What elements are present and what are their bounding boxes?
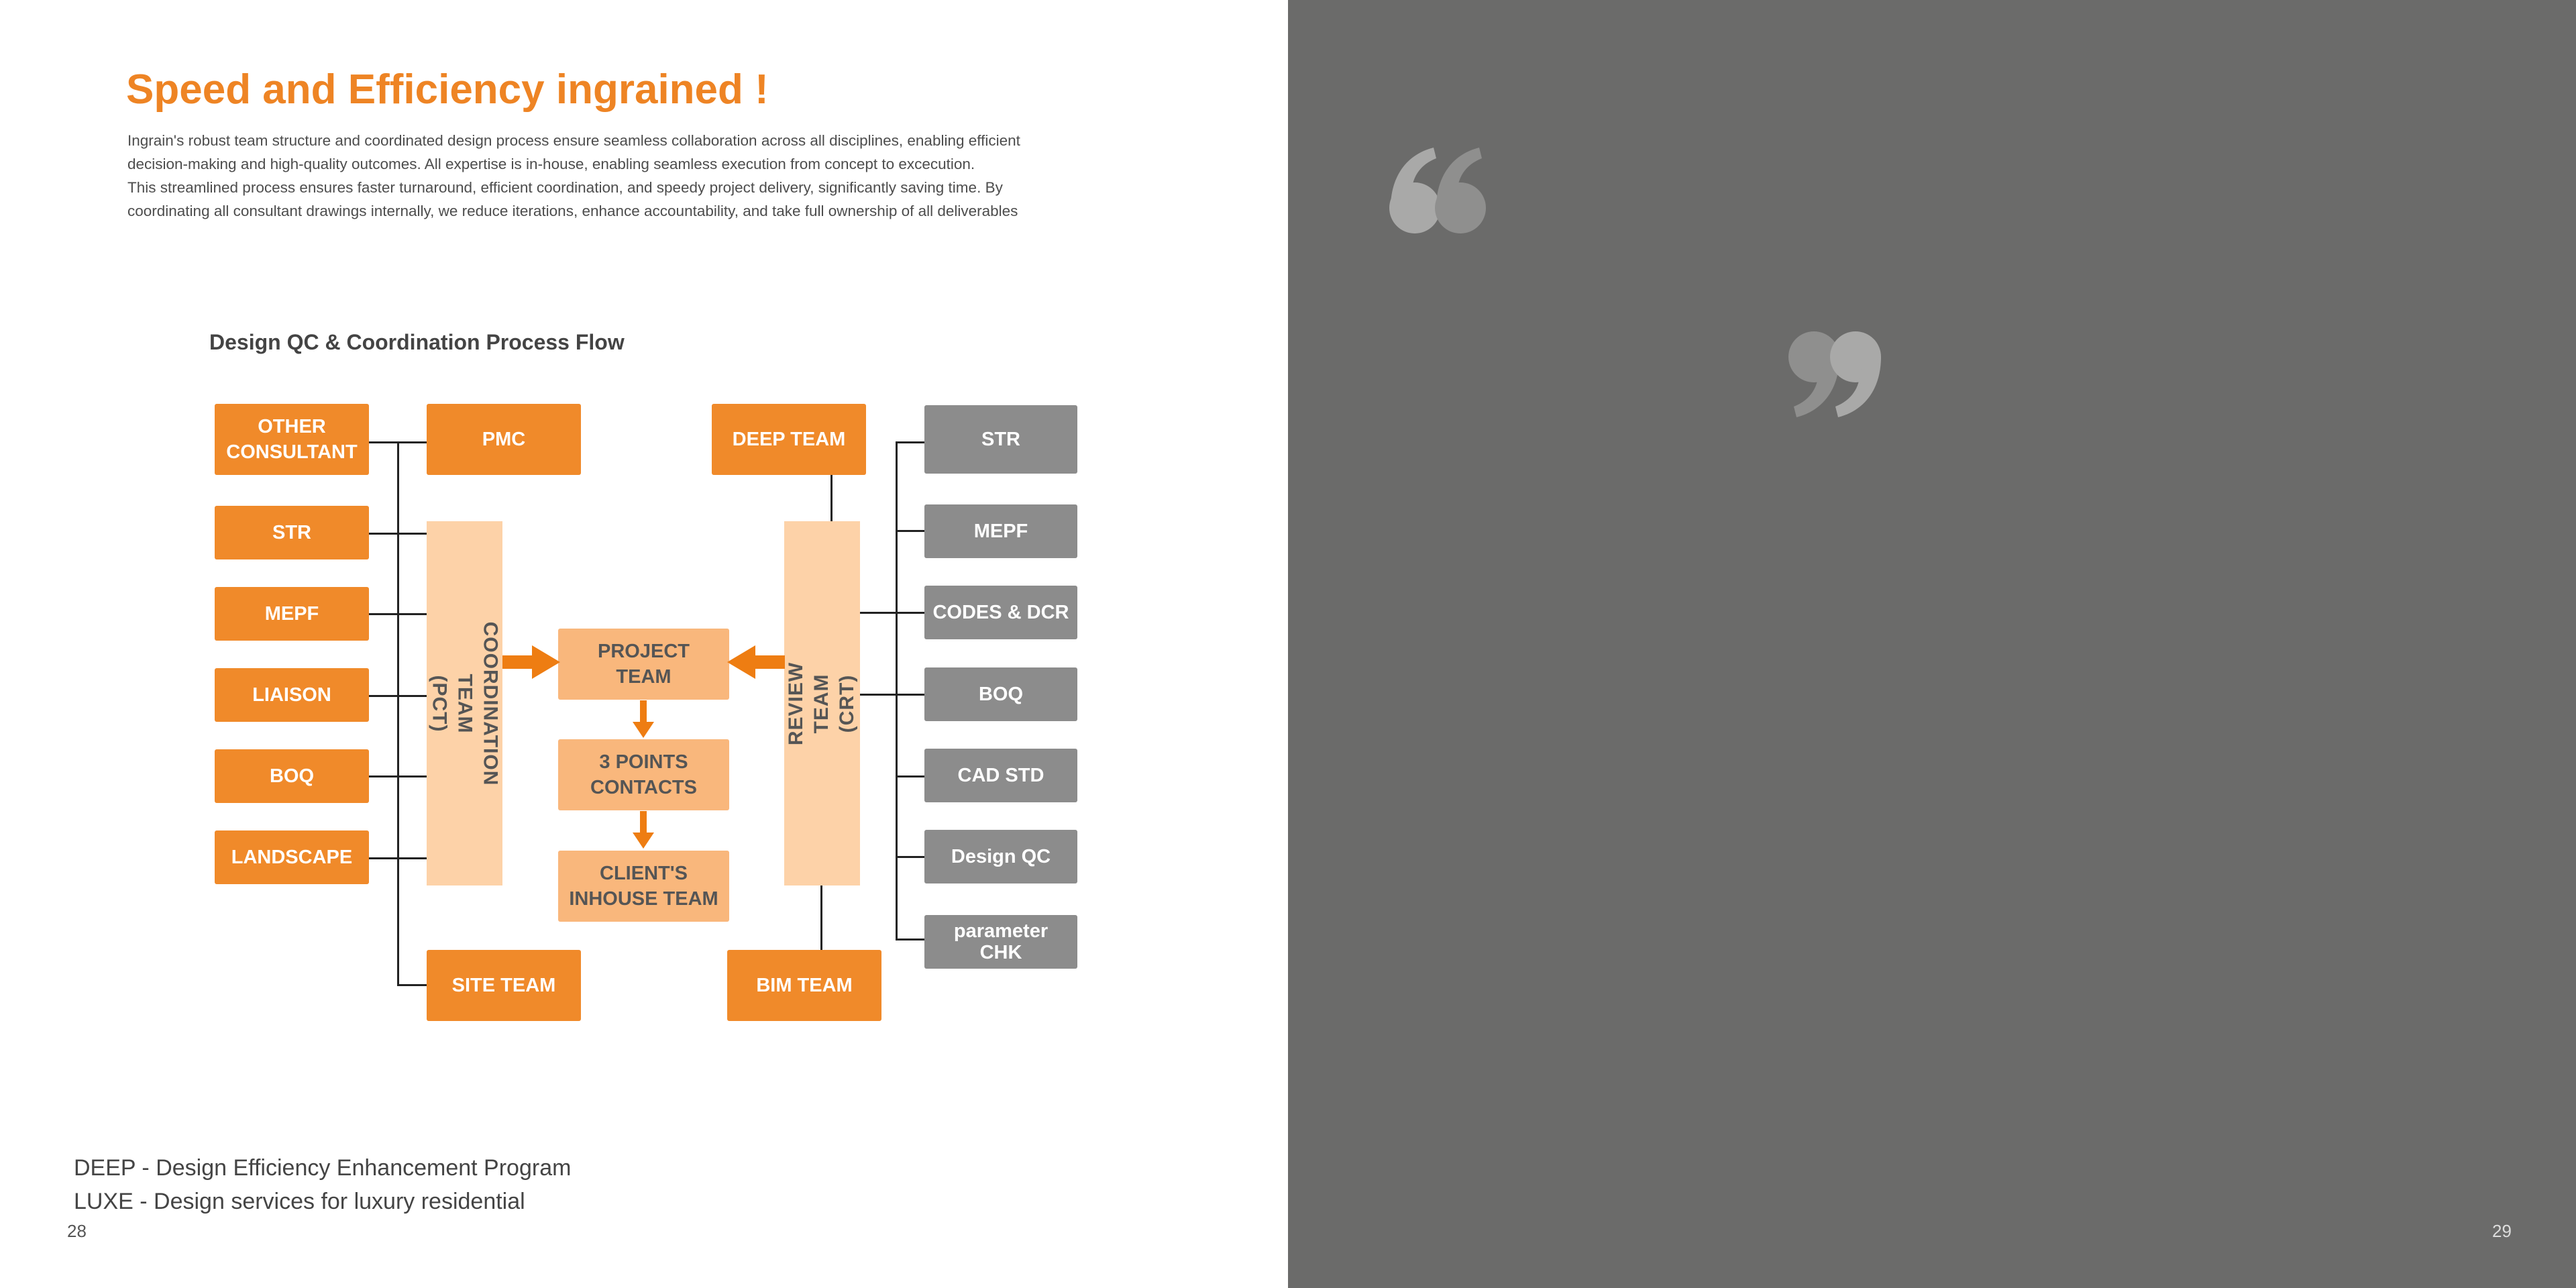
diagram-title: Design QC & Coordination Process Flow — [209, 330, 625, 354]
left-trunk-line — [397, 441, 399, 985]
connector-line — [896, 775, 924, 777]
other-consultant-box: OTHER CONSULTANT — [215, 404, 369, 475]
boq-grey-box: BOQ — [924, 667, 1077, 721]
connector-line — [860, 612, 924, 614]
bim-connector-line — [820, 885, 822, 951]
page-title: Speed and Efficiency ingrained ! — [126, 66, 769, 113]
coordination-team-label: COORDINATION TEAM (PCT) — [428, 621, 502, 786]
page-number-left: 28 — [67, 1221, 87, 1241]
deep-connector-line — [830, 475, 833, 522]
coordination-team-bar — [427, 521, 502, 885]
codes-dcr-box: CODES & DCR — [924, 586, 1077, 639]
design-qc-box: Design QC — [924, 830, 1077, 883]
connector-line — [369, 857, 427, 859]
connector-line — [896, 856, 924, 858]
connector-line — [896, 441, 924, 443]
close-quote-icon — [1784, 325, 1885, 419]
down-arrow-icon — [633, 811, 654, 849]
connector-line — [397, 984, 427, 986]
connector-line — [896, 938, 924, 941]
project-team-box: PROJECT TEAM — [558, 629, 729, 700]
review-team-bar — [784, 521, 860, 885]
left-arrow-icon — [727, 645, 786, 679]
str-grey-box: STR — [924, 405, 1077, 474]
connector-line — [369, 613, 427, 615]
boq-box: BOQ — [215, 749, 369, 803]
review-team-label: REVIEW TEAM (CRT) — [785, 661, 859, 745]
connector-line — [860, 694, 924, 696]
cad-std-box: CAD STD — [924, 749, 1077, 802]
pmc-box: PMC — [427, 404, 581, 475]
legend-luxe: LUXE - Design services for luxury residential — [74, 1189, 525, 1214]
connector-line — [369, 533, 427, 535]
connector-line — [896, 530, 924, 532]
down-arrow-icon — [633, 700, 654, 738]
liaison-box: LIAISON — [215, 668, 369, 722]
bim-team-box: BIM TEAM — [727, 950, 881, 1021]
landscape-box: LANDSCAPE — [215, 830, 369, 884]
right-page — [1288, 0, 2576, 1288]
page-number-right: 29 — [2492, 1221, 2512, 1241]
connector-line — [369, 441, 427, 443]
open-quote-icon — [1385, 146, 1486, 240]
connector-line — [369, 775, 427, 777]
three-points-box: 3 POINTS CONTACTS — [558, 739, 729, 810]
str-box: STR — [215, 506, 369, 559]
deep-team-box: DEEP TEAM — [712, 404, 866, 475]
right-arrow-icon — [502, 645, 561, 679]
site-team-box: SITE TEAM — [427, 950, 581, 1021]
legend-deep: DEEP - Design Efficiency Enhancement Program — [74, 1155, 572, 1181]
mepf-grey-box: MEPF — [924, 504, 1077, 558]
mepf-box: MEPF — [215, 587, 369, 641]
connector-line — [369, 695, 427, 697]
clients-inhouse-box: CLIENT'S INHOUSE TEAM — [558, 851, 729, 922]
right-trunk-line — [896, 441, 898, 940]
parameter-chk-box: parameter CHK — [924, 915, 1077, 969]
intro-paragraph: Ingrain's robust team structure and coordinated design process ensure seamless collaboration across all disciplines, enabling efficient decision-making and high-quality outcomes. All expertise is in-house, enabling seamless execution from concept to excecution. This streamlined process ensures faster turnaround, efficient coordination, and speedy project delivery, significantly saving time. By coordinating all consultant drawings internally, we reduce iterations, enhance accountability, and take full ownership of all deliverables — [127, 132, 1020, 219]
